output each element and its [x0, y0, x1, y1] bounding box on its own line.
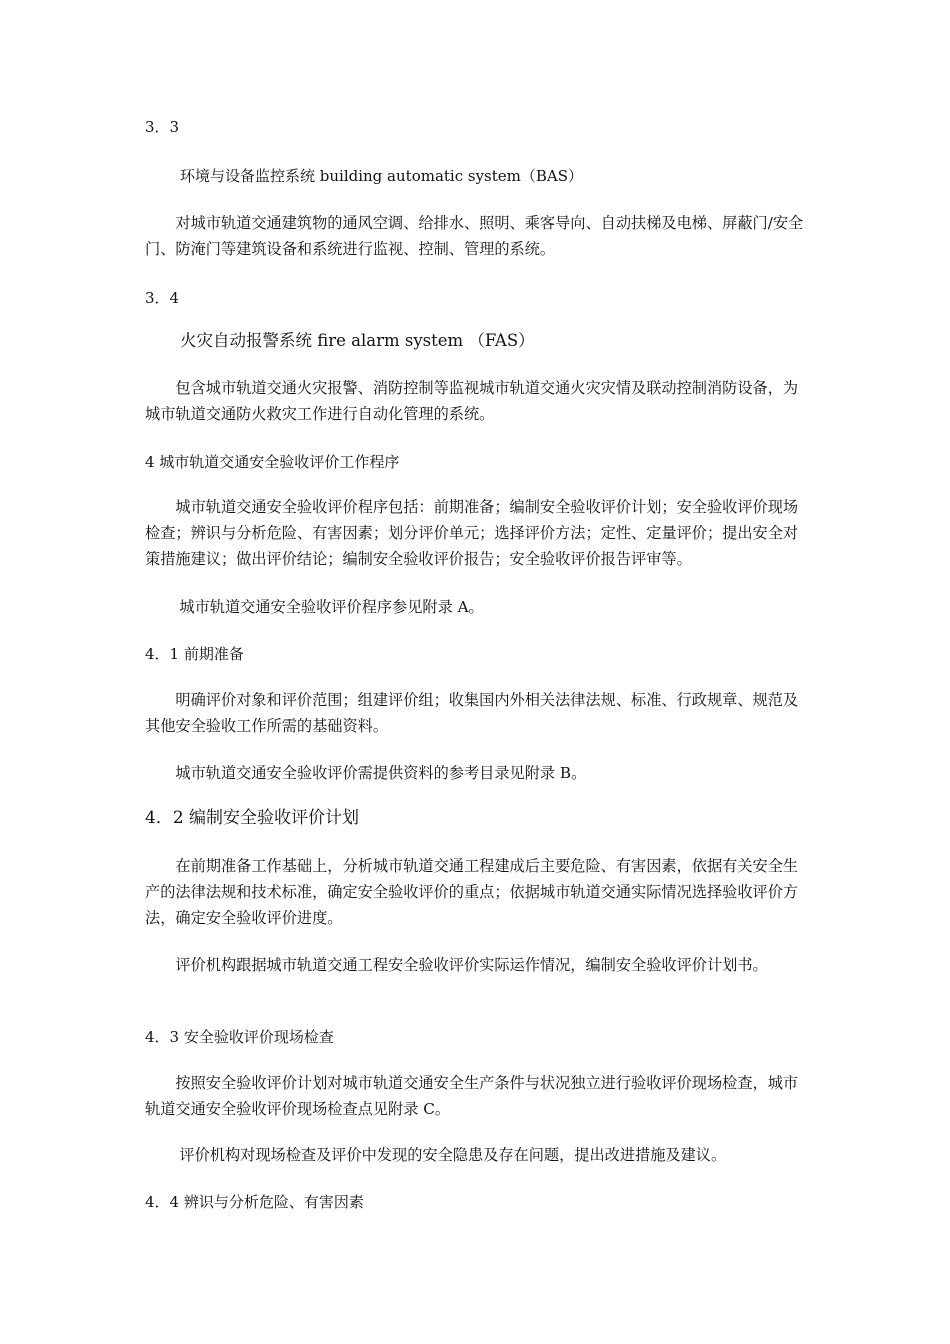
paragraph-appendix-a: 城市轨道交通安全验收评价程序参见附录 A。 — [179, 598, 484, 616]
term-fas: 火灾自动报警系统 fire alarm system （FAS） — [180, 331, 535, 350]
section-number-3-3: 3．3 — [145, 118, 180, 136]
definition-fas: 包含城市轨道交通火灾报警、消防控制等监视城市轨道交通火灾灾情及联动控制消防设备，为城市轨道交通防火救灾工作进行自动化管理的系统。 — [145, 379, 799, 423]
term-bas: 环境与设备监控系统 building automatic system（BAS） — [180, 167, 584, 185]
heading-4-3: 4．3 安全验收评价现场检查 — [145, 1028, 334, 1046]
section-number-3-4: 3．4 — [145, 289, 180, 307]
paragraph-procedure: 城市轨道交通安全验收评价程序包括：前期准备；编制安全验收评价计划；安全验收评价现场检查；辨识与分析危险、有害因素；划分评价单元；选择评价方法；定性、定量评价；提出安全对策措施建议；做出评价结论；编制安全验收评价报告；安全验收评价报告评审等。 — [145, 498, 799, 568]
paragraph-improvements: 评价机构对现场检查及评价中发现的安全隐患及存在问题，提出改进措施及建议。 — [179, 1146, 727, 1164]
paragraph-site-check: 按照安全验收评价计划对城市轨道交通安全生产条件与状况独立进行验收评价现场检查，城市轨道交通安全验收评价现场检查点见附录 C。 — [145, 1074, 799, 1118]
paragraph-plan-book: 评价机构跟据城市轨道交通工程安全验收评价实际运作情况，编制安全验收评价计划书。 — [175, 956, 768, 974]
definition-bas: 对城市轨道交通建筑物的通风空调、给排水、照明、乘客导向、自动扶梯及电梯、屏蔽门/安全门、防淹门等建筑设备和系统进行监视、控制、管理的系统。 — [145, 214, 804, 258]
paragraph-appendix-b: 城市轨道交通安全验收评价需提供资料的参考目录见附录 B。 — [175, 764, 587, 782]
heading-section-4: 4 城市轨道交通安全验收评价工作程序 — [145, 453, 400, 471]
heading-4-1: 4．1 前期准备 — [145, 645, 244, 663]
heading-4-2: 4．2 编制安全验收评价计划 — [145, 808, 360, 828]
paragraph-plan: 在前期准备工作基础上，分析城市轨道交通工程建成后主要危险、有害因素，依据有关安全生产的法律法规和技术标准，确定安全验收评价的重点；依据城市轨道交通实际情况选择验收评价方法，确定安全验收评价进度。 — [145, 857, 799, 927]
heading-4-4: 4．4 辨识与分析危险、有害因素 — [145, 1193, 364, 1211]
paragraph-preparation: 明确评价对象和评价范围；组建评价组；收集国内外相关法律法规、标准、行政规章、规范及其他安全验收工作所需的基础资料。 — [145, 691, 799, 735]
